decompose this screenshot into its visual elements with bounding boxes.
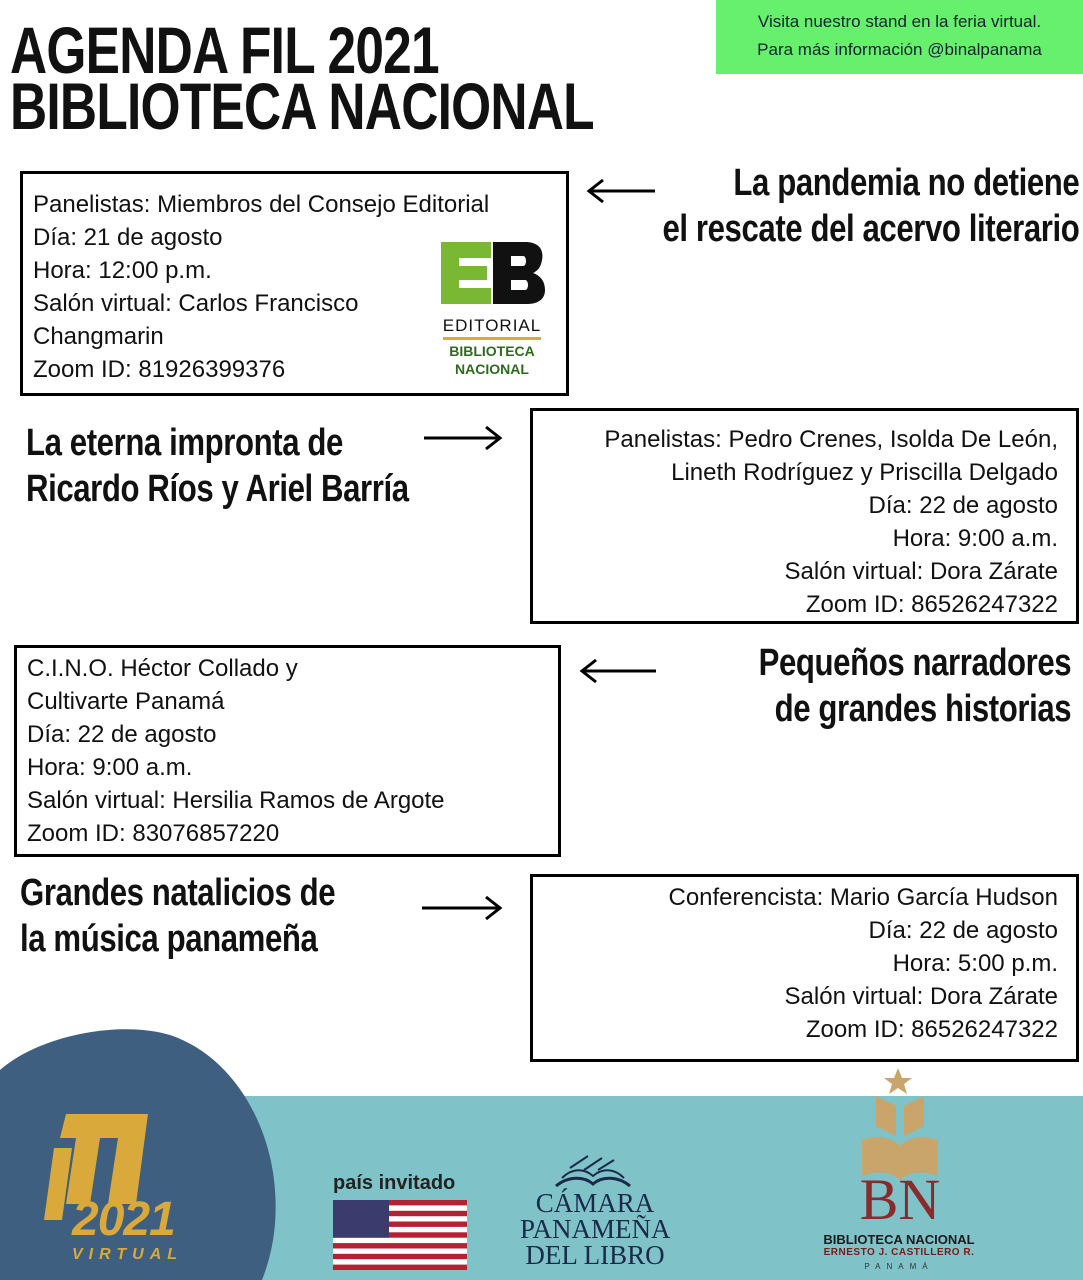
- event-3-line-1: C.I.N.O. Héctor Collado y: [27, 655, 298, 682]
- event-4-heading-line-1: Grandes natalicios de: [20, 872, 336, 914]
- event-4-heading: [20, 870, 335, 962]
- event-3-details: [14, 645, 561, 857]
- eb-mark-icon: [437, 238, 547, 308]
- event-2-line-6: Zoom ID: 86526247322: [805, 591, 1058, 618]
- arrow-left-icon: [585, 178, 657, 204]
- event-3-line-6: Zoom ID: 83076857220: [27, 820, 280, 847]
- open-book-icon: [548, 1152, 638, 1192]
- eb-label-editorial: EDITORIAL: [442, 316, 542, 335]
- event-1-line-6: Zoom ID: 81926399376: [33, 356, 286, 383]
- editorial-logo: [437, 238, 547, 378]
- eb-divider: [443, 337, 541, 340]
- event-3-heading-line-2: de grandes historias: [774, 688, 1071, 730]
- camara-panamena-logo: [520, 1190, 670, 1268]
- bn-name: BIBLIOTECA NACIONAL: [823, 1232, 975, 1247]
- event-3-heading: [758, 640, 1071, 732]
- event-1-line-3: Hora: 12:00 p.m.: [33, 257, 212, 284]
- event-1-heading-line-2: el rescate del acervo literario: [662, 208, 1079, 250]
- event-3-line-5: Salón virtual: Hersilia Ramos de Argote: [27, 787, 445, 814]
- event-1-line-5: Changmarin: [33, 323, 164, 350]
- camara-line-1: CÁMARA: [535, 1188, 655, 1218]
- promo-line-1: Visita nuestro stand en la feria virtual.: [757, 12, 1042, 31]
- event-4-line-2: Día: 22 de agosto: [868, 917, 1058, 944]
- event-2-heading-line-1: La eterna impronta de: [26, 422, 343, 464]
- event-4-line-5: Zoom ID: 86526247322: [805, 1016, 1058, 1043]
- event-1-line-4: Salón virtual: Carlos Francisco: [33, 290, 359, 317]
- event-2-heading: [26, 420, 409, 512]
- event-1-line-2: Día: 21 de agosto: [33, 224, 223, 251]
- bn-subtitle: ERNESTO J. CASTILLERO R.: [823, 1247, 975, 1258]
- invited-country-label: país invitado: [333, 1172, 456, 1194]
- bn-book-tree-icon: [852, 1066, 948, 1182]
- event-1-heading: [662, 160, 1079, 252]
- title-line-1: AGENDA FIL 2021: [10, 13, 439, 87]
- arrow-right-icon: [422, 425, 504, 451]
- event-1-heading-line-1: La pandemia no detiene: [733, 162, 1079, 204]
- fil-year: 2021: [72, 1193, 175, 1246]
- event-3-heading-line-1: Pequeños narradores: [758, 642, 1071, 684]
- eb-label-nacional: NACIONAL: [455, 361, 529, 377]
- event-2-line-2: Lineth Rodríguez y Priscilla Delgado: [671, 459, 1058, 486]
- event-4-line-4: Salón virtual: Dora Zárate: [784, 983, 1058, 1010]
- title-line-2: BIBLIOTECA NACIONAL: [10, 69, 594, 143]
- event-2-line-4: Hora: 9:00 a.m.: [892, 525, 1058, 552]
- event-3-line-2: Cultivarte Panamá: [27, 688, 225, 715]
- arrow-right-icon: [420, 895, 504, 921]
- event-4-line-1: Conferencista: Mario García Hudson: [668, 884, 1058, 911]
- event-4-line-3: Hora: 5:00 p.m.: [892, 950, 1058, 977]
- usa-flag-icon: [333, 1200, 467, 1270]
- camara-line-2: PANAMEÑA: [520, 1214, 671, 1244]
- page-title: [10, 13, 594, 143]
- fil-virtual-label: VIRTUAL: [72, 1246, 184, 1263]
- promo-line-2: Para más información @binalpanama: [757, 40, 1042, 59]
- bn-initials: BN: [859, 1167, 941, 1232]
- event-4-heading-line-2: la música panameña: [20, 918, 318, 960]
- event-2-heading-line-2: Ricardo Ríos y Ariel Barría: [26, 468, 409, 510]
- arrow-left-icon: [578, 658, 658, 684]
- event-2-line-3: Día: 22 de agosto: [868, 492, 1058, 519]
- event-2-line-1: Panelistas: Pedro Crenes, Isolda De León,: [604, 426, 1058, 453]
- promo-banner: [716, 0, 1083, 74]
- event-4-details: [530, 874, 1079, 1062]
- event-3-line-4: Hora: 9:00 a.m.: [27, 754, 193, 781]
- event-3-line-3: Día: 22 de agosto: [27, 721, 217, 748]
- camara-line-3: DEL LIBRO: [525, 1240, 665, 1270]
- event-2-line-5: Salón virtual: Dora Zárate: [784, 558, 1058, 585]
- eb-label-biblioteca: BIBLIOTECA: [449, 343, 535, 359]
- event-2-details: [530, 408, 1079, 624]
- bn-country: PANAMÁ: [864, 1262, 934, 1271]
- event-1-line-1: Panelistas: Miembros del Consejo Editorial: [33, 191, 490, 218]
